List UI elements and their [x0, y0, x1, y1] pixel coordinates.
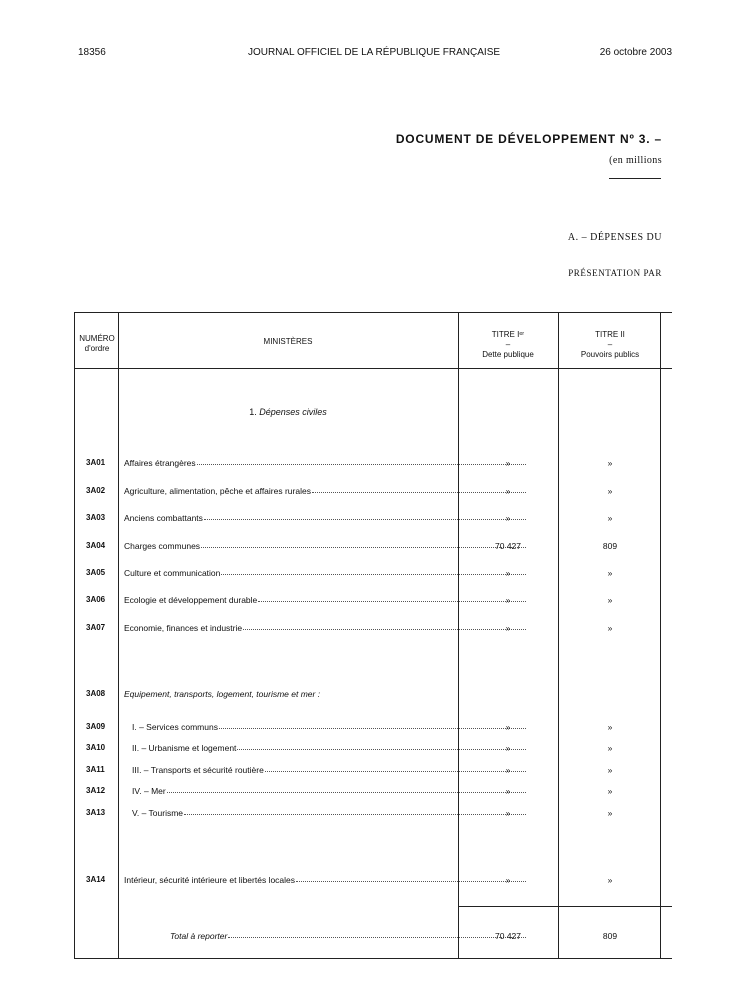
row-label: I. – Services communs	[132, 722, 218, 732]
row-code: 3A05	[86, 568, 106, 577]
row-titre-1-value: 70 427	[495, 541, 521, 551]
row-titre-2-value: »	[607, 458, 613, 468]
row-label: Economie, finances et industrie	[124, 623, 243, 633]
row-label: V. – Tourisme	[132, 808, 184, 818]
row-code: 3A04	[86, 541, 106, 550]
row-label: Affaires étrangères	[124, 458, 196, 468]
table-row	[76, 808, 660, 820]
column-header-titre-2-line1: TITRE II	[595, 330, 625, 339]
column-header-number-line2: d'ordre	[84, 344, 110, 353]
column-header-titre-2-dash: –	[607, 340, 613, 349]
row-label: Ecologie et développement durable	[124, 595, 258, 605]
row-code: 3A02	[86, 486, 106, 495]
row-code: 3A07	[86, 623, 106, 632]
row-titre-1-value: »	[505, 513, 511, 523]
row-label: Equipement, transports, logement, tourisme et mer :	[124, 689, 321, 699]
title-rule	[609, 178, 661, 179]
row-titre-1-value: »	[505, 786, 511, 796]
row-titre-2-value: »	[607, 623, 613, 633]
row-label: Agriculture, alimentation, pêche et affaires rurales	[124, 486, 311, 496]
table-row	[76, 513, 660, 525]
row-code: 3A08	[86, 689, 106, 698]
row-code: 3A01	[86, 458, 106, 467]
table-row	[76, 786, 660, 798]
row-titre-1-value: »	[505, 623, 511, 633]
column-header-titre-1	[459, 330, 557, 360]
table-header-rule	[74, 368, 672, 369]
table-top-rule	[74, 312, 672, 313]
row-titre-1-value: »	[505, 722, 511, 732]
row-titre-2-value: »	[607, 786, 613, 796]
row-code: 3A12	[86, 786, 106, 795]
column-header-titre-2	[560, 330, 660, 360]
row-code: 3A10	[86, 743, 106, 752]
column-header-titre-1-dash: –	[505, 340, 511, 349]
column-header-titre-1-line2: Dette publique	[482, 350, 534, 359]
row-titre-1-value: »	[505, 458, 511, 468]
column-header-number-line1: NUMÉRO	[79, 334, 115, 343]
units-note: (en millions	[609, 155, 662, 166]
table-row	[76, 875, 660, 887]
row-titre-2-value: »	[607, 486, 613, 496]
document-title: DOCUMENT DE DÉVELOPPEMENT Nº 3. –	[395, 132, 662, 146]
table-row	[76, 743, 660, 755]
row-code: 3A09	[86, 722, 106, 731]
table-row	[76, 486, 660, 498]
row-label: Intérieur, sécurité intérieure et libertés locales	[124, 875, 296, 885]
total-label: Total à reporter	[170, 931, 228, 941]
row-label: IV. – Mer	[132, 786, 166, 796]
row-code: 3A03	[86, 513, 106, 522]
row-code: 3A06	[86, 595, 106, 604]
column-header-titre-1-line1: TITRE Iᵉʳ	[491, 330, 525, 339]
total-row	[76, 931, 660, 943]
row-titre-1-value: »	[505, 743, 511, 753]
table-row	[76, 568, 660, 580]
col-t1-divider	[558, 312, 559, 959]
row-titre-2-value: »	[607, 568, 613, 578]
row-titre-1-value: »	[505, 595, 511, 605]
presentation-heading: PRÉSENTATION PAR	[568, 268, 662, 278]
row-titre-1-value: »	[505, 486, 511, 496]
column-header-ministeres: MINISTÈRES	[263, 337, 313, 346]
table-row	[76, 765, 660, 777]
row-titre-1-value: »	[505, 875, 511, 885]
section-subtitle-number: 1.	[249, 407, 257, 417]
table-row	[76, 541, 660, 553]
col-min-divider	[458, 312, 459, 959]
table-bottom-rule	[74, 958, 672, 959]
section-subtitle-text: Dépenses civiles	[259, 407, 327, 417]
row-titre-2-value: »	[607, 513, 613, 523]
row-titre-2-value: »	[607, 875, 613, 885]
row-titre-2-value: »	[607, 722, 613, 732]
row-label: III. – Transports et sécurité routière	[132, 765, 264, 775]
row-label: II. – Urbanisme et logement	[132, 743, 237, 753]
column-header-titre-2-line2: Pouvoirs publics	[580, 350, 640, 359]
section-heading: A. – DÉPENSES DU	[567, 232, 662, 243]
row-titre-2-value: 809	[602, 541, 618, 551]
row-code: 3A13	[86, 808, 106, 817]
section-subtitle	[119, 407, 457, 417]
col-t2-divider	[660, 312, 661, 959]
row-titre-2-value: »	[607, 765, 613, 775]
table-row	[76, 595, 660, 607]
table-row	[76, 623, 660, 635]
row-titre-2-value: »	[607, 595, 613, 605]
row-titre-1-value: »	[505, 568, 511, 578]
row-titre-2-value: »	[607, 743, 613, 753]
publication-date: 26 octobre 2003	[599, 47, 672, 58]
table-row	[76, 689, 660, 701]
row-label: Charges communes	[124, 541, 201, 551]
total-titre-2-value: 809	[602, 931, 618, 941]
page-number: 18356	[78, 47, 106, 58]
row-code: 3A14	[86, 875, 106, 884]
table-left-rule	[74, 312, 75, 959]
row-titre-2-value: »	[607, 808, 613, 818]
total-titre-1-value: 70 427	[495, 931, 521, 941]
row-titre-1-value: »	[505, 808, 511, 818]
row-label: Culture et communication	[124, 568, 221, 578]
table-row	[76, 458, 660, 470]
table-row	[76, 722, 660, 734]
column-header-number	[76, 334, 118, 354]
table-total-rule	[459, 906, 672, 907]
row-titre-1-value: »	[505, 765, 511, 775]
row-code: 3A11	[86, 765, 105, 774]
row-label: Anciens combattants	[124, 513, 203, 523]
journal-title: JOURNAL OFFICIEL DE LA RÉPUBLIQUE FRANÇAISE	[247, 47, 501, 58]
